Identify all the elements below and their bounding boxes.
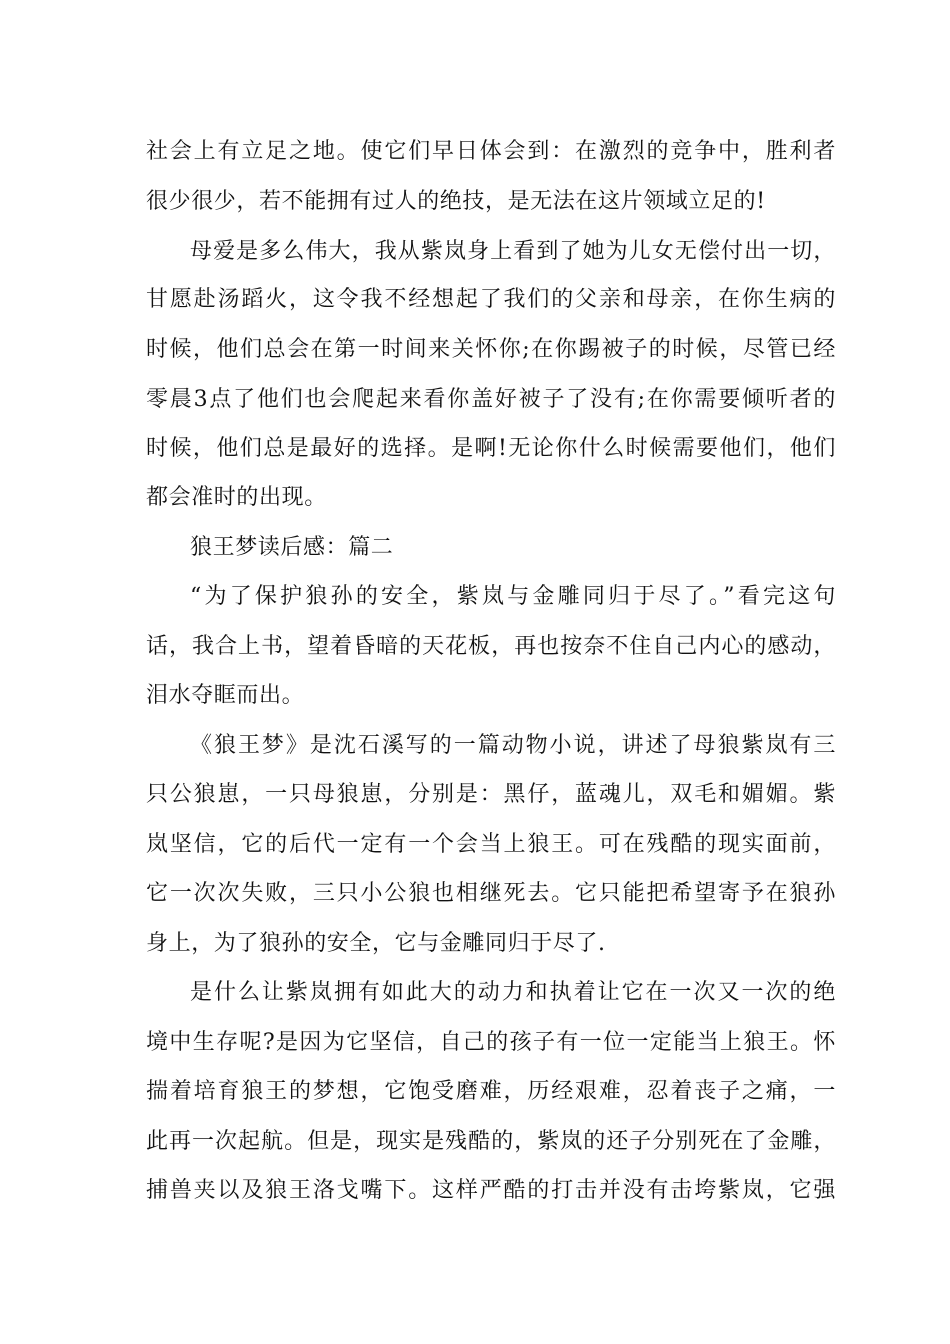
text-line: 捕兽夹以及狼王洛戈嘴下。这样严酷的打击并没有击垮紫岚，它强 <box>146 1178 836 1203</box>
text-line: 都会准时的出现。 <box>146 485 327 510</box>
text-line: 身上，为了狼孙的安全，它与金雕同归于尽了. <box>146 931 606 956</box>
text-line: 社会上有立足之地。使它们早日体会到：在激烈的竞争中，胜利者 <box>146 139 836 164</box>
section-heading: 狼王梦读后感：篇二 <box>190 535 394 560</box>
text-line: 境中生存呢?是因为它坚信，自己的孩子有一位一定能当上狼王。怀 <box>146 1030 836 1055</box>
text-line: 岚坚信，它的后代一定有一个会当上狼王。可在残酷的现实面前， <box>146 832 836 857</box>
text-line: 泪水夺眶而出。 <box>146 683 305 708</box>
text-line: 母爱是多么伟大，我从紫岚身上看到了她为儿女无偿付出一切， <box>190 239 836 264</box>
text-line: 此再一次起航。但是，现实是残酷的，紫岚的还子分别死在了金雕， <box>146 1129 836 1154</box>
text-line: 时候，他们总会在第一时间来关怀你;在你踢被子的时候，尽管已经 <box>146 337 836 362</box>
text-line: 只公狼崽，一只母狼崽，分别是：黑仔，蓝魂儿，双毛和媚媚。紫 <box>146 782 836 807</box>
text-line: 它一次次失败，三只小公狼也相继死去。它只能把希望寄予在狼孙 <box>146 881 836 906</box>
text-line: 是什么让紫岚拥有如此大的动力和执着让它在一次又一次的绝 <box>190 980 836 1005</box>
text-line: 话，我合上书，望着昏暗的天花板，再也按奈不住自己内心的感动， <box>146 634 836 659</box>
text-line: 甘愿赴汤蹈火，这令我不经想起了我们的父亲和母亲，在你生病的 <box>146 287 836 312</box>
text-line: 零晨3点了他们也会爬起来看你盖好被子了没有;在你需要倾听者的 <box>146 387 836 412</box>
text-line: 揣着培育狼王的梦想，它饱受磨难，历经艰难，忍着丧子之痛，一 <box>146 1079 836 1104</box>
text-line: 很少很少，若不能拥有过人的绝技，是无法在这片领域立足的! <box>146 189 766 214</box>
text-line: 《狼王梦》是沈石溪写的一篇动物小说，讲述了母狼紫岚有三 <box>190 733 836 758</box>
text-line: 时候，他们总是最好的选择。是啊!无论你什么时候需要他们，他们 <box>146 436 836 461</box>
text-line: “为了保护狼孙的安全，紫岚与金雕同归于尽了。”看完这句 <box>190 584 836 609</box>
